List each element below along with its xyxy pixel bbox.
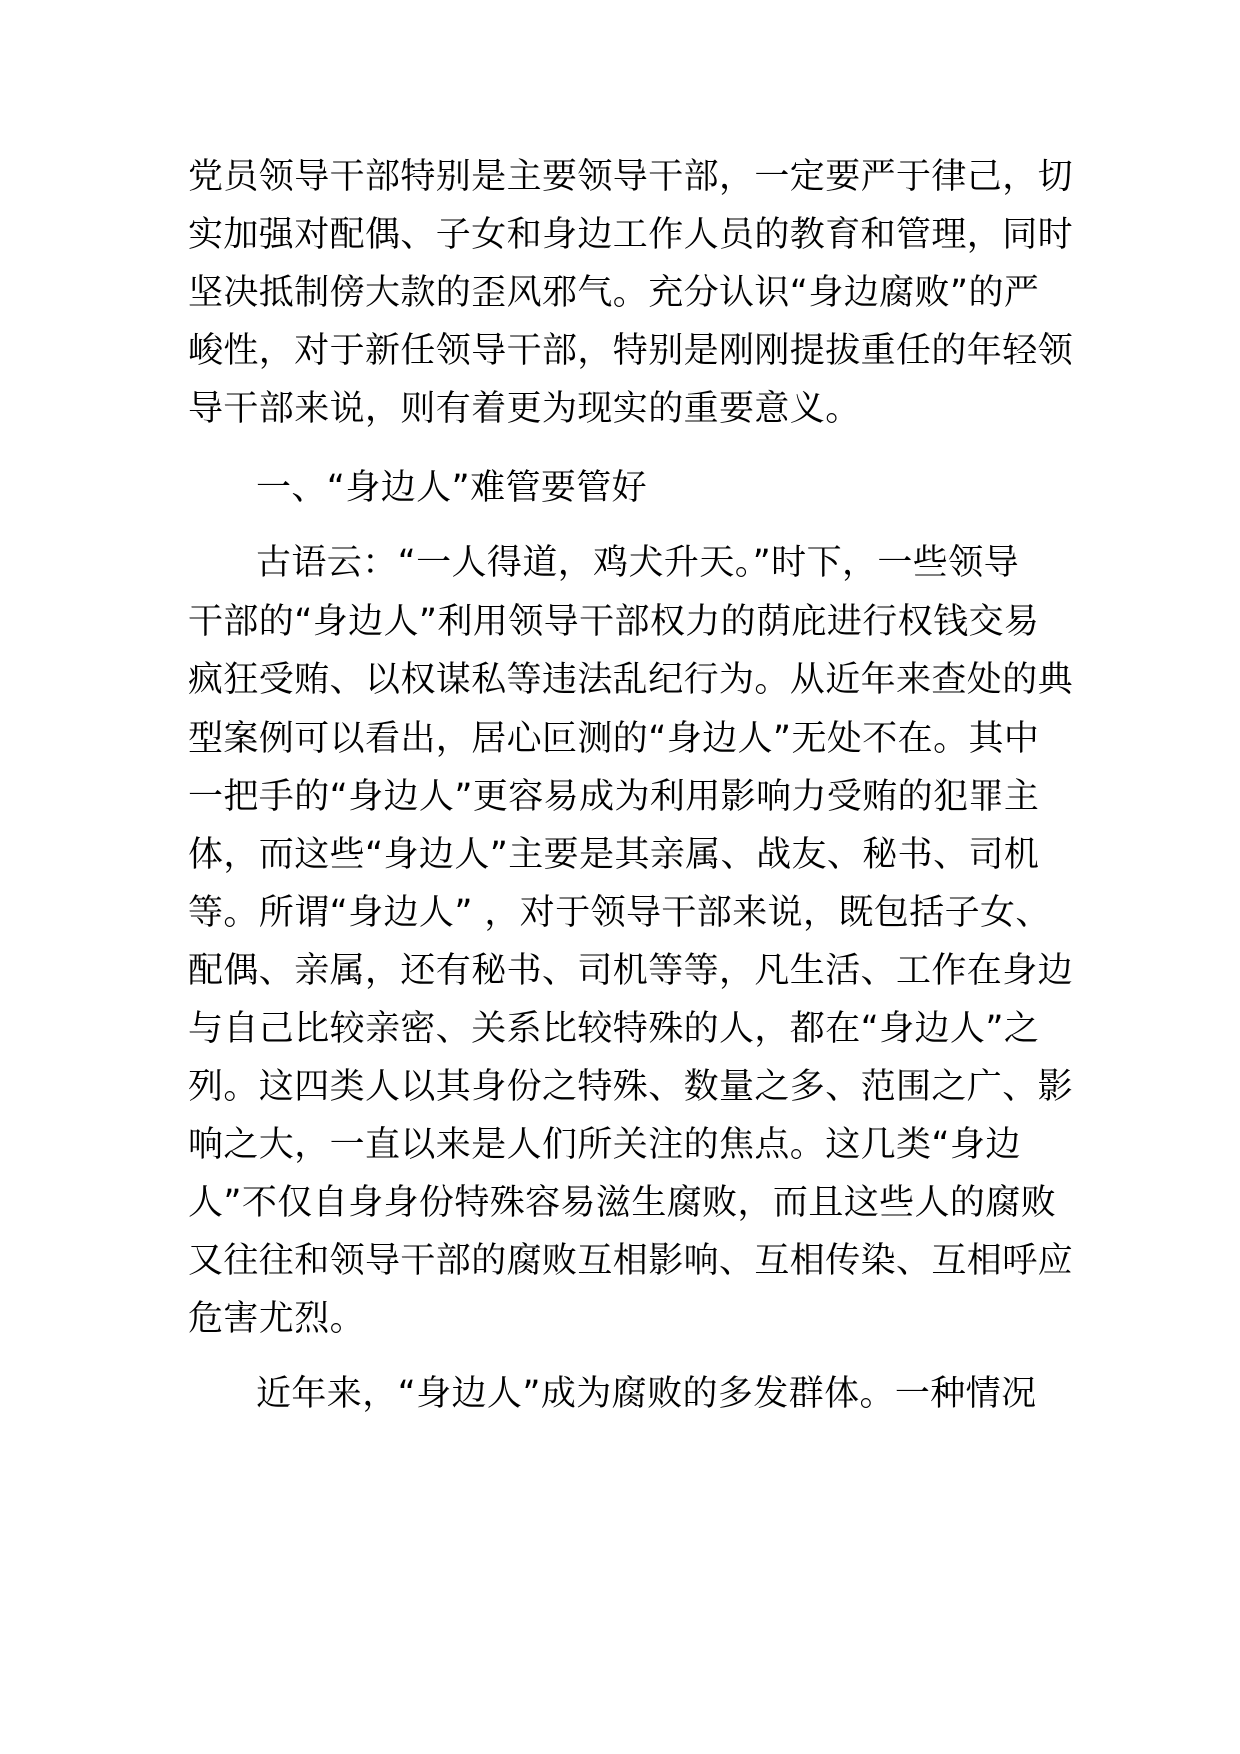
paragraph-2-line-7: 等。所谓“身边人” ，对于领导干部来说，既包括子女、 (188, 893, 1051, 933)
paragraph-1-line-2: 实加强对配偶、子女和身边工作人员的教育和管理，同时 (188, 215, 1074, 255)
paragraph-2-line-12: 人”不仅自身身份特殊容易滋生腐败，而且这些人的腐败 (188, 1183, 1057, 1223)
paragraph-2-line-5: 一把手的“身边人”更容易成为利用影响力受贿的犯罪主 (188, 777, 1040, 817)
paragraph-1-line-5: 导干部来说，则有着更为现实的重要意义。 (188, 389, 861, 429)
paragraph-2-line-2: 干部的“身边人”利用领导干部权力的荫庇进行权钱交易 (188, 602, 1040, 642)
paragraph-3-line-1: 近年来，“身边人”成为腐败的多发群体。一种情况 (256, 1374, 1037, 1414)
section-heading: 一、“身边人”难管要管好 (256, 468, 648, 508)
paragraph-2-line-3: 疯狂受贿、以权谋私等违法乱纪行为。从近年来查处的典 (188, 660, 1074, 700)
paragraph-1-line-1: 党员领导干部特别是主要领导干部，一定要严于律己，切 (188, 157, 1074, 197)
paragraph-2-line-11: 响之大，一直以来是人们所关注的焦点。这几类“身边 (188, 1125, 1021, 1165)
paragraph-2-line-13: 又往往和领导干部的腐败互相影响、互相传染、互相呼应 (188, 1241, 1074, 1281)
paragraph-2-line-8: 配偶、亲属，还有秘书、司机等等，凡生活、工作在身边 (188, 951, 1074, 991)
paragraph-2-line-1: 古语云：“一人得道，鸡犬升天。”时下，一些领导 (256, 543, 1019, 583)
paragraph-2-line-4: 型案例可以看出，居心叵测的“身边人”无处不在。其中 (188, 719, 1040, 759)
paragraph-1-line-4: 峻性，对于新任领导干部，特别是刚刚提拔重任的年轻领 (188, 331, 1074, 371)
paragraph-2-line-14: 危害尤烈。 (188, 1299, 366, 1339)
paragraph-2-line-6: 体，而这些“身边人”主要是其亲属、战友、秘书、司机 (188, 835, 1040, 875)
paragraph-1-line-3: 坚决抵制傍大款的歪风邪气。充分认识“身边腐败”的严 (188, 273, 1040, 313)
paragraph-2-line-9: 与自己比较亲密、关系比较特殊的人，都在“身边人”之 (188, 1009, 1040, 1049)
paragraph-2-line-10: 列。这四类人以其身份之特殊、数量之多、范围之广、影 (188, 1067, 1074, 1107)
